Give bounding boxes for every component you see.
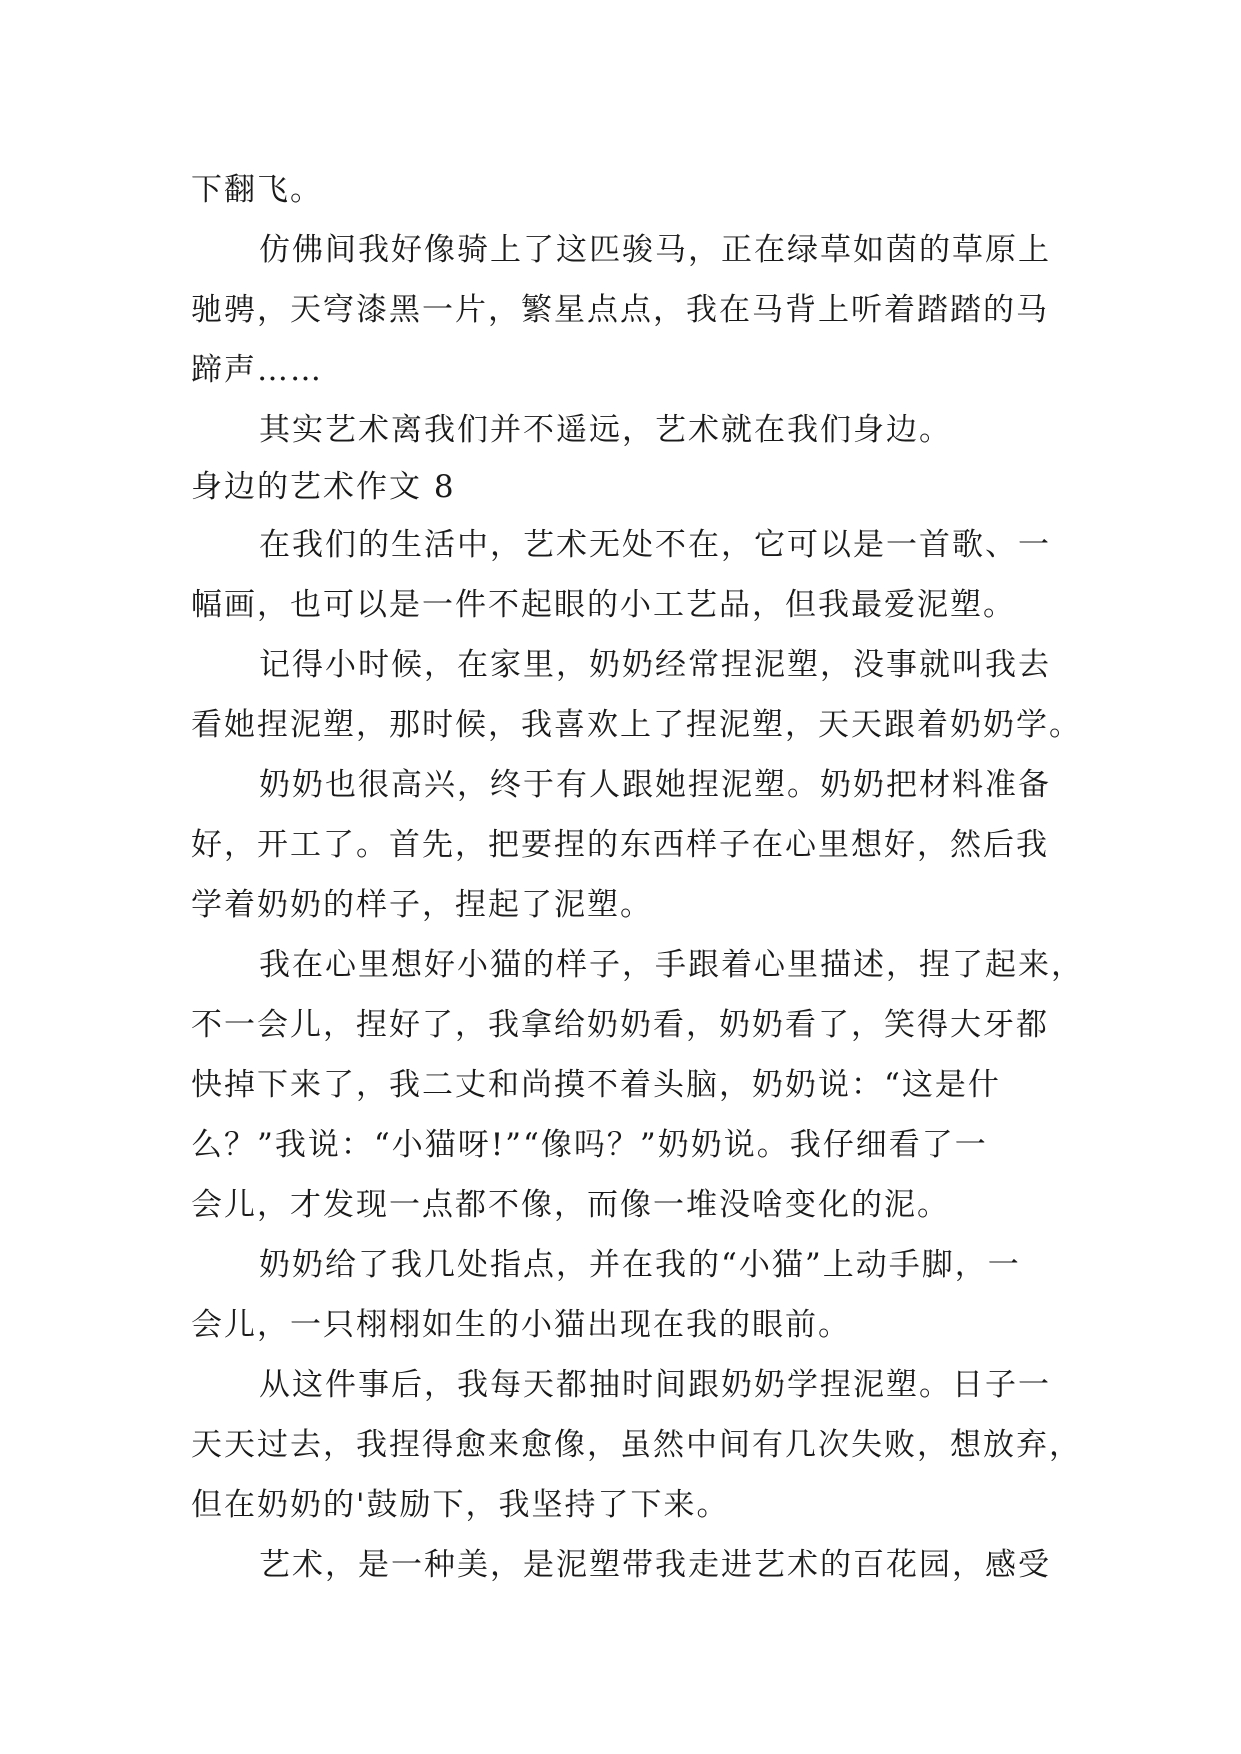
document-body [191,160,1084,1595]
text-line: 幅画，也可以是一件不起眼的小工艺品，但我最爱泥塑。 [191,587,1016,623]
text-line: 会儿，一只栩栩如生的小猫出现在我的眼前。 [191,1307,851,1343]
text-line: 奶奶给了我几处指点，并在我的“小猫”上动手脚，一 [259,1247,1021,1283]
text-line: 驰骋，天穹漆黑一片，繁星点点，我在马背上听着踏踏的马 [191,292,1049,328]
text-line: 看她捏泥塑，那时候，我喜欢上了捏泥塑，天天跟着奶奶学。 [191,707,1082,743]
text-line: 好，开工了。首先，把要捏的东西样子在心里想好，然后我 [191,827,1049,863]
text-line: 下翻飞。 [191,172,323,208]
section-heading: 身边的艺术作文 8 [191,469,456,505]
text-line: 记得小时候，在家里，奶奶经常捏泥塑，没事就叫我去 [259,647,1051,683]
text-line: 么？”我说：“小猫呀!”“像吗？”奶奶说。我仔细看了一 [191,1127,988,1163]
text-line: 在我们的生活中，艺术无处不在，它可以是一首歌、一 [259,527,1051,563]
text-line: 奶奶也很高兴，终于有人跟她捏泥塑。奶奶把材料准备 [259,767,1051,803]
text-line: 但在奶奶的'鼓励下，我坚持了下来。 [191,1487,730,1523]
text-line: 会儿，才发现一点都不像，而像一堆没啥变化的泥。 [191,1187,950,1223]
text-line: 从这件事后，我每天都抽时间跟奶奶学捏泥塑。日子一 [259,1367,1051,1403]
text-line: 学着奶奶的样子，捏起了泥塑。 [191,887,653,923]
text-line: 不一会儿，捏好了，我拿给奶奶看，奶奶看了，笑得大牙都 [191,1007,1049,1043]
text-line: 蹄声…… [191,352,323,388]
text-line: 艺术，是一种美，是泥塑带我走进艺术的百花园，感受 [259,1547,1051,1583]
text-line: 仿佛间我好像骑上了这匹骏马，正在绿草如茵的草原上 [259,232,1051,268]
text-line: 快掉下来了，我二丈和尚摸不着头脑，奶奶说：“这是什 [191,1067,1001,1103]
text-line: 其实艺术离我们并不遥远，艺术就在我们身边。 [259,412,952,448]
text-line: 天天过去，我捏得愈来愈像，虽然中间有几次失败，想放弃， [191,1427,1082,1463]
text-line: 我在心里想好小猫的样子，手跟着心里描述，捏了起来， [259,947,1084,983]
